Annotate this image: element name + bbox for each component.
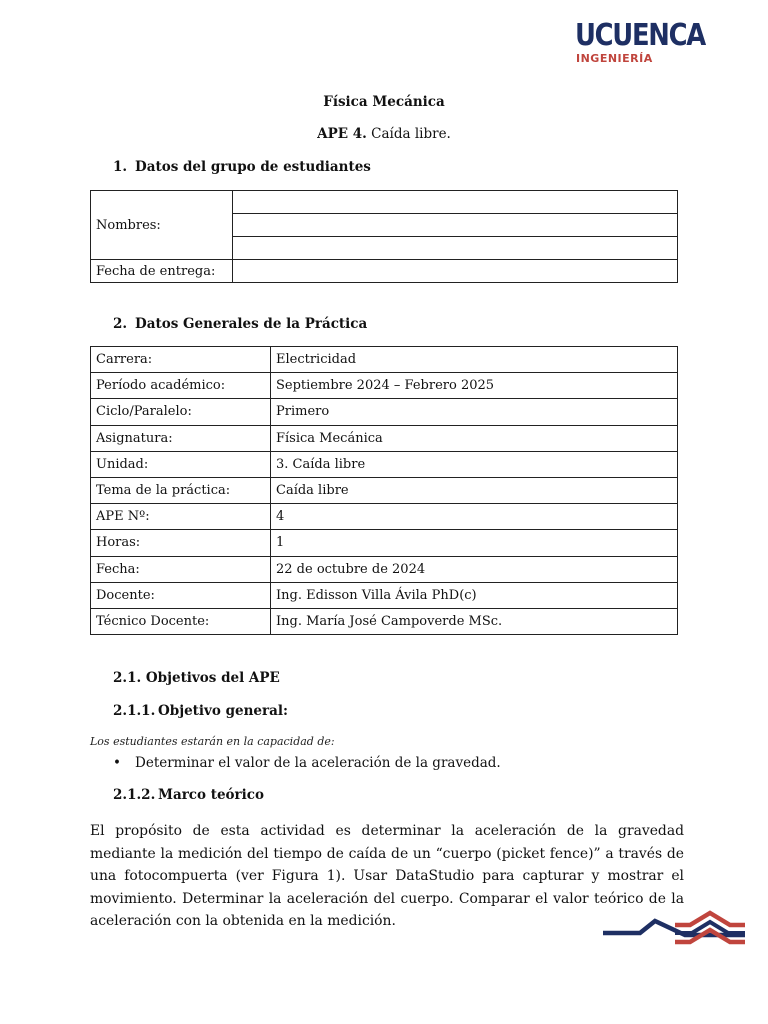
section-2-1-2-heading	[113, 787, 264, 803]
table-row	[91, 347, 678, 373]
row-value: Ing. Edisson Villa Ávila PhD(c)	[271, 582, 678, 608]
row-value: 4	[271, 504, 678, 530]
section-2-1-1-heading	[113, 703, 288, 719]
fecha-entrega-field[interactable]	[233, 260, 678, 283]
logo-wordmark: UCUENCA	[575, 18, 705, 53]
row-label: Ciclo/Paralelo:	[91, 399, 271, 425]
brand-waves-icon	[600, 905, 750, 945]
row-value: 22 de octubre de 2024	[271, 556, 678, 582]
row-value: 1	[271, 530, 678, 556]
section-2-heading	[113, 316, 367, 332]
section-2-number: 2.	[113, 316, 128, 332]
row-label: Unidad:	[91, 451, 271, 477]
ape-title	[0, 126, 768, 142]
row-value: Caída libre	[271, 477, 678, 503]
row-label: Asignatura:	[91, 425, 271, 451]
nombre-field-1[interactable]	[233, 191, 678, 214]
section-2-1-heading	[113, 670, 280, 686]
document-title: Física Mecánica	[323, 94, 445, 110]
nombre-field-2[interactable]	[233, 214, 678, 237]
ape-label: APE 4.	[317, 126, 367, 142]
table-row	[91, 530, 678, 556]
table-row	[91, 556, 678, 582]
table-row	[91, 425, 678, 451]
table-row	[91, 477, 678, 503]
section-2-1-2-title: Marco teórico	[158, 787, 265, 803]
row-value: Electricidad	[271, 347, 678, 373]
ape-name: Caída libre.	[371, 126, 451, 142]
fecha-entrega-label: Fecha de entrega:	[91, 260, 233, 283]
row-value: Ing. María José Campoverde MSc.	[271, 608, 678, 634]
row-label: Docente:	[91, 582, 271, 608]
table-row	[91, 504, 678, 530]
row-value: Primero	[271, 399, 678, 425]
table-row	[91, 399, 678, 425]
objective-intro-note: Los estudiantes estarán en la capacidad de:	[90, 735, 335, 748]
row-label: Horas:	[91, 530, 271, 556]
section-1-title: Datos del grupo de estudiantes	[135, 159, 371, 175]
row-label: APE Nº:	[91, 504, 271, 530]
row-label: Carrera:	[91, 347, 271, 373]
row-value: Septiembre 2024 – Febrero 2025	[271, 373, 678, 399]
row-label: Período académico:	[91, 373, 271, 399]
theory-paragraph: El propósito de esta actividad es determinar la aceleración de la gravedad mediante la medición del tiempo de caída de un “cuerpo (picket fence)” a través de una fotocompuerta (ver Figura 1). Usar DataStudio para capturar y mostrar el movimiento. Determinar la aceleración del cuerpo. Comparar el valor teórico de la aceleración con la obtenida en la medición.	[90, 823, 684, 929]
section-2-1-number: 2.1.	[113, 670, 142, 686]
row-label: Tema de la práctica:	[91, 477, 271, 503]
ucuenca-logo	[575, 20, 705, 70]
objective-text: Determinar el valor de la aceleración de la gravedad.	[135, 755, 501, 771]
table-row	[91, 451, 678, 477]
section-1-number: 1.	[113, 159, 128, 175]
table-row	[91, 373, 678, 399]
section-2-1-2-number: 2.1.2.	[113, 787, 156, 803]
logo-subtitle: INGENIERÍA	[576, 52, 653, 65]
bullet-icon: •	[113, 755, 121, 771]
objective-bullet	[113, 755, 501, 771]
nombre-field-3[interactable]	[233, 237, 678, 260]
table-row	[91, 608, 678, 634]
section-2-title: Datos Generales de la Práctica	[135, 316, 368, 332]
row-label: Técnico Docente:	[91, 608, 271, 634]
row-label: Fecha:	[91, 556, 271, 582]
nombres-label: Nombres:	[91, 191, 233, 260]
row-value: 3. Caída libre	[271, 451, 678, 477]
row-value: Física Mecánica	[271, 425, 678, 451]
section-2-1-1-title: Objetivo general:	[158, 703, 288, 719]
section-2-1-1-number: 2.1.1.	[113, 703, 156, 719]
table-row	[91, 582, 678, 608]
practice-data-table	[90, 346, 678, 635]
section-1-heading	[113, 159, 371, 175]
student-group-table	[90, 190, 678, 283]
section-2-1-title: Objetivos del APE	[145, 670, 280, 686]
